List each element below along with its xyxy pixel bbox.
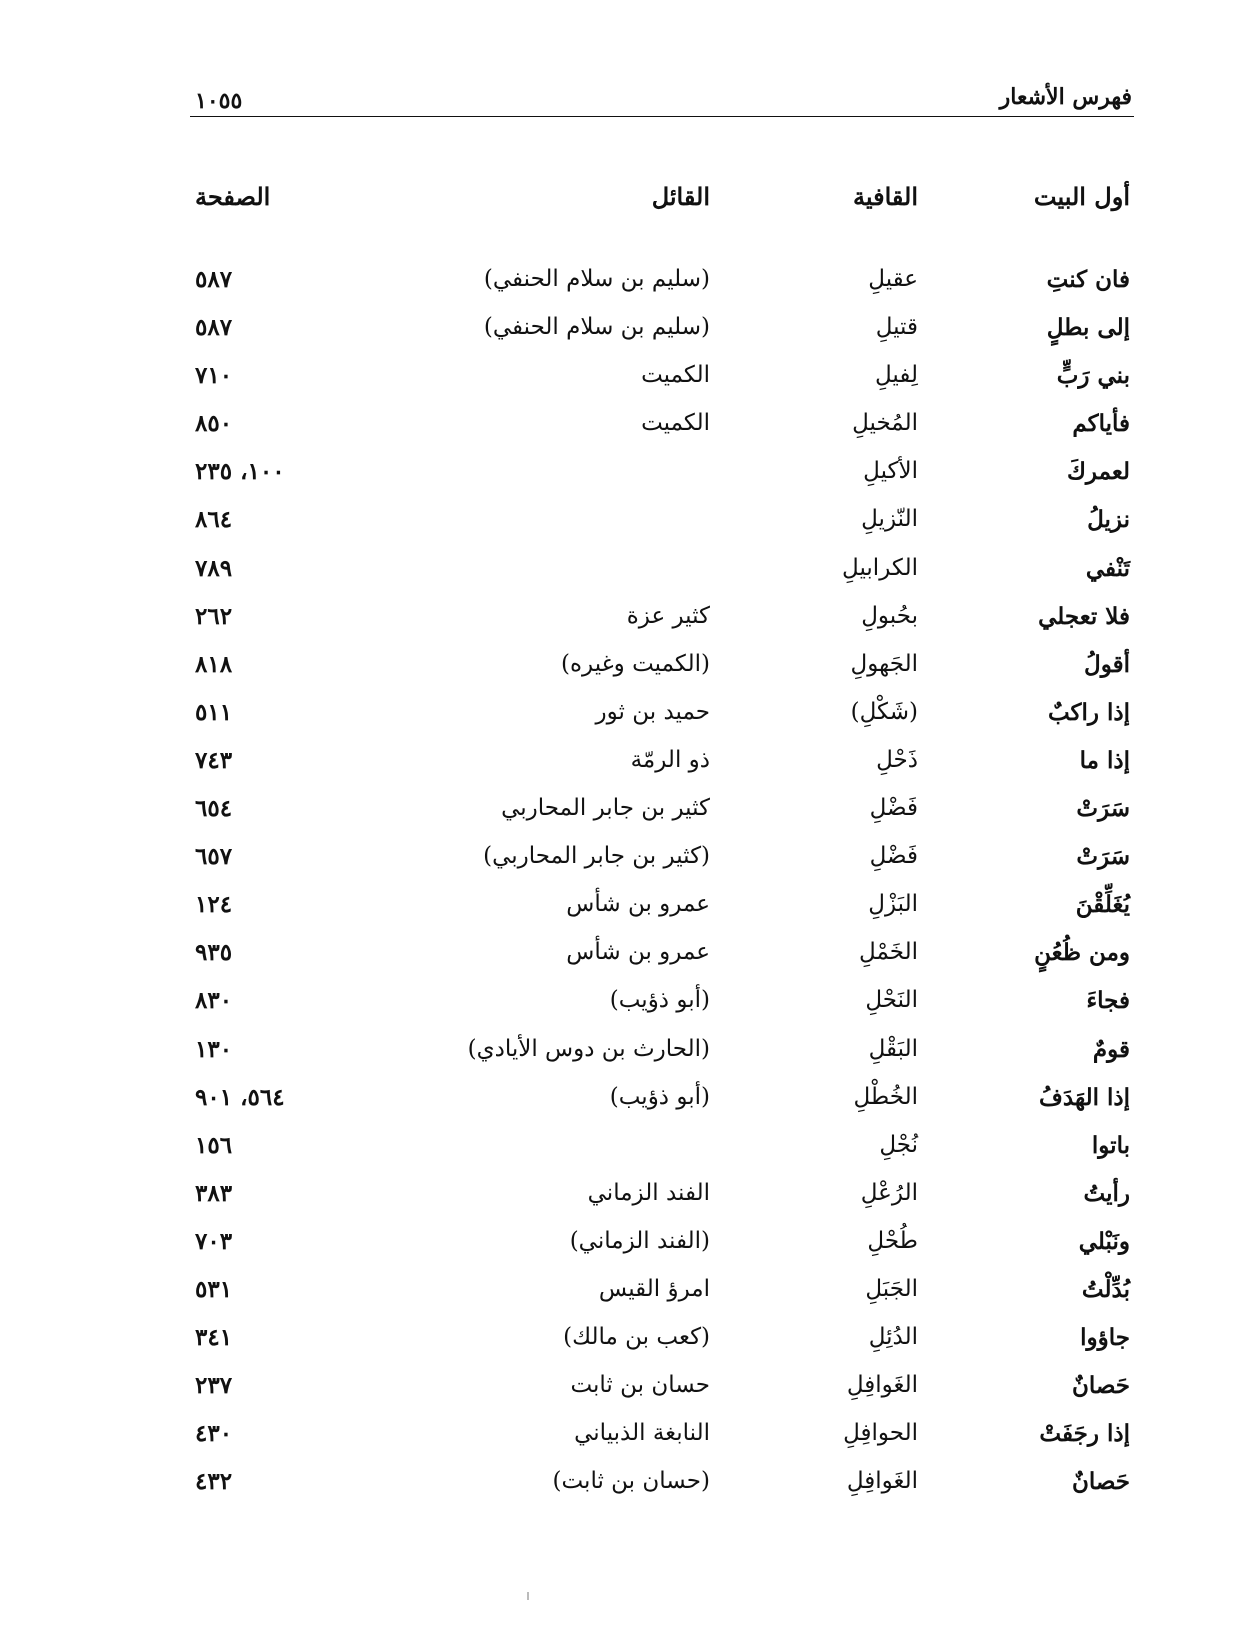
first-verse-cell: حَصانٌ — [1071, 1468, 1130, 1496]
table-row — [0, 1276, 1234, 1324]
first-verse-cell: فان كنتِ — [1046, 266, 1130, 293]
page-cell: ١٥٦ — [195, 1131, 233, 1159]
scan-mark — [527, 1592, 529, 1600]
rhyme-cell: النّزيلِ — [861, 506, 918, 533]
poet-cell: امرؤ القيس — [598, 1275, 710, 1302]
table-row — [0, 699, 1234, 747]
table-row — [0, 1468, 1234, 1516]
rhyme-cell: بحُبولِ — [861, 602, 918, 629]
first-verse-cell: إلى بطلٍ — [1046, 314, 1130, 342]
first-verse-cell: رأيتُ — [1083, 1179, 1130, 1207]
page-cell: ٦٥٧ — [195, 843, 233, 871]
first-verse-cell: إذا ما — [1079, 746, 1130, 774]
page-number: ١٠٥٥ — [195, 88, 243, 114]
table-row — [0, 1036, 1234, 1084]
table-row — [0, 795, 1234, 843]
page-cell: ٣٤١ — [195, 1324, 233, 1352]
rhyme-cell: المُخيلِ — [852, 410, 918, 437]
page-cell: ٥٨٧ — [195, 314, 233, 342]
rhyme-cell: الخَمْلِ — [859, 939, 918, 966]
page-cell: ٧٤٣ — [195, 746, 233, 774]
table-row — [0, 939, 1234, 987]
table-row — [0, 651, 1234, 699]
poet-cell: الكميت — [641, 362, 710, 389]
table-row — [0, 266, 1234, 314]
page-cell: ٢٦٢ — [195, 602, 233, 630]
poet-cell: الكميت — [641, 410, 710, 437]
first-verse-cell: باتوا — [1091, 1131, 1130, 1159]
header-first-verse: أول البيت — [1033, 182, 1130, 211]
poet-cell: (حسان بن ثابت) — [552, 1468, 710, 1495]
table-row — [0, 1372, 1234, 1420]
rhyme-cell: فَضْلِ — [869, 795, 918, 822]
rhyme-cell: الجَبَلِ — [865, 1275, 918, 1302]
table-row — [0, 1132, 1234, 1180]
table-row — [0, 458, 1234, 506]
first-verse-cell: يُغَلِّقْنَ — [1075, 891, 1130, 919]
page-cell: ٧٠٣ — [195, 1227, 233, 1255]
table-row — [0, 747, 1234, 795]
page-cell: ١٢٤ — [195, 891, 233, 919]
page-cell: ٢٣٧ — [195, 1372, 233, 1400]
rhyme-cell: الجَهولِ — [850, 650, 918, 677]
first-verse-cell: إذا رجَفَتْ — [1039, 1420, 1130, 1448]
table-row — [0, 555, 1234, 603]
table-row — [0, 891, 1234, 939]
rhyme-cell: الحوافِلِ — [843, 1420, 918, 1447]
rhyme-cell: النَحْلِ — [865, 987, 918, 1014]
rhyme-cell: قتيلِ — [875, 314, 918, 341]
page-cell: ٨٦٤ — [195, 506, 233, 534]
page-cell: ٤٣٢ — [195, 1468, 233, 1496]
poet-cell: ذو الرمّة — [630, 746, 710, 773]
page-cell: ٥٦٤، ٩٠١ — [195, 1083, 285, 1111]
table-row — [0, 314, 1234, 362]
header-poet: القائل — [651, 182, 710, 211]
first-verse-cell: سَرَتْ — [1076, 843, 1130, 871]
first-verse-cell: بني رَبٍّ — [1056, 362, 1130, 390]
rhyme-cell: الدُئِلِ — [868, 1324, 918, 1351]
table-row — [0, 987, 1234, 1035]
running-title: فهرس الأشعار — [999, 84, 1132, 110]
page-cell: ٨٥٠ — [195, 410, 233, 438]
first-verse-cell: فلا تعجلي — [1038, 602, 1130, 630]
header-page: الصفحة — [195, 182, 271, 211]
page-cell: ٧٨٩ — [195, 554, 233, 582]
poet-cell: (سليم بن سلام الحنفي) — [483, 266, 710, 292]
first-verse-cell: إذا راكبٌ — [1047, 698, 1130, 726]
rhyme-cell: الكرابيلِ — [842, 554, 918, 581]
rhyme-cell: الغَوافِلِ — [846, 1468, 918, 1495]
page-cell: ٥١١ — [195, 698, 233, 726]
rhyme-cell: طُحْلِ — [867, 1227, 918, 1254]
first-verse-cell: نزيلُ — [1087, 506, 1130, 534]
poet-cell: كثير بن جابر المحاربي — [501, 795, 710, 822]
table-row — [0, 1420, 1234, 1468]
poet-cell: (كثير بن جابر المحاربي) — [483, 843, 710, 870]
first-verse-cell: حَصانٌ — [1071, 1372, 1130, 1400]
poet-cell: الفند الزماني — [587, 1179, 710, 1206]
poet-cell: عمرو بن شأس — [566, 939, 710, 966]
page-cell: ٣٨٣ — [195, 1179, 233, 1207]
poet-cell: حميد بن ثور — [595, 698, 710, 725]
poet-cell: (كعب بن مالك) — [563, 1324, 710, 1351]
table-row — [0, 1228, 1234, 1276]
page-cell: ٤٣٠ — [195, 1420, 233, 1448]
table-row — [0, 1084, 1234, 1132]
rhyme-cell: (شَكْلِ) — [850, 698, 918, 725]
table-row — [0, 506, 1234, 554]
rhyme-cell: الأكيلِ — [863, 458, 918, 485]
header-rule — [190, 116, 1134, 117]
page-cell: ٨٣٠ — [195, 987, 233, 1015]
table-row — [0, 410, 1234, 458]
page-cell: ٩٣٥ — [195, 939, 233, 967]
rhyme-cell: البَقْلِ — [868, 1035, 918, 1062]
poet-cell: عمرو بن شأس — [566, 891, 710, 918]
table-row — [0, 843, 1234, 891]
first-verse-cell: جاؤوا — [1080, 1324, 1130, 1352]
rhyme-cell: الخُطْلِ — [853, 1083, 918, 1110]
poet-cell: (أبو ذؤيب) — [609, 987, 710, 1014]
page-cell: ٧١٠ — [195, 362, 233, 390]
header-rhyme: القافية — [852, 182, 918, 211]
page-cell: ٦٥٤ — [195, 795, 233, 823]
table-row — [0, 603, 1234, 651]
first-verse-cell: بُدِّلْتُ — [1081, 1275, 1130, 1303]
rhyme-cell: ذَحْلِ — [876, 746, 918, 773]
page-cell: ٥٨٧ — [195, 266, 233, 293]
poet-cell: حسان بن ثابت — [570, 1372, 710, 1399]
first-verse-cell: أقولُ — [1084, 650, 1130, 678]
table-row — [0, 362, 1234, 410]
rhyme-cell: الغَوافِلِ — [846, 1372, 918, 1399]
rhyme-cell: فَضْلِ — [869, 843, 918, 870]
page-cell: ٥٣١ — [195, 1275, 233, 1303]
poet-cell: (الفند الزماني) — [569, 1227, 710, 1254]
first-verse-cell: فجاءَ — [1086, 987, 1130, 1015]
rhyme-cell: الرُعْلِ — [860, 1179, 918, 1206]
first-verse-cell: ونَبْلي — [1078, 1227, 1130, 1255]
first-verse-cell: تَنْفي — [1085, 554, 1130, 582]
first-verse-cell: فأياكم — [1072, 410, 1130, 438]
first-verse-cell: ومن ظُعُنٍ — [1034, 939, 1130, 967]
page-cell: ١٠٠، ٢٣٥ — [195, 458, 285, 486]
table-row — [0, 1324, 1234, 1372]
table-row — [0, 1180, 1234, 1228]
page-cell: ١٣٠ — [195, 1035, 233, 1063]
rhyme-cell: البَزْلِ — [868, 891, 918, 918]
poet-cell: (الحارث بن دوس الأيادي) — [467, 1035, 710, 1062]
poet-cell: (أبو ذؤيب) — [609, 1083, 710, 1110]
poet-cell: كثير عزة — [626, 602, 710, 629]
poet-cell: (سليم بن سلام الحنفي) — [483, 314, 710, 341]
first-verse-cell: إذا الهَدَفُ — [1039, 1083, 1130, 1111]
rhyme-cell: نُجْلِ — [879, 1131, 918, 1158]
column-headers — [0, 182, 1234, 222]
poet-cell: النابغة الذبياني — [574, 1420, 710, 1447]
rhyme-cell: لِفيلِ — [874, 362, 918, 389]
first-verse-cell: لعمركَ — [1066, 458, 1130, 486]
rhyme-cell: عقيلِ — [868, 266, 918, 292]
poet-cell: (الكميت وغيره) — [561, 650, 710, 677]
first-verse-cell: سَرَتْ — [1076, 795, 1130, 823]
verse-index-table — [0, 266, 1234, 1516]
first-verse-cell: قومٌ — [1092, 1035, 1130, 1063]
page-cell: ٨١٨ — [195, 650, 233, 678]
